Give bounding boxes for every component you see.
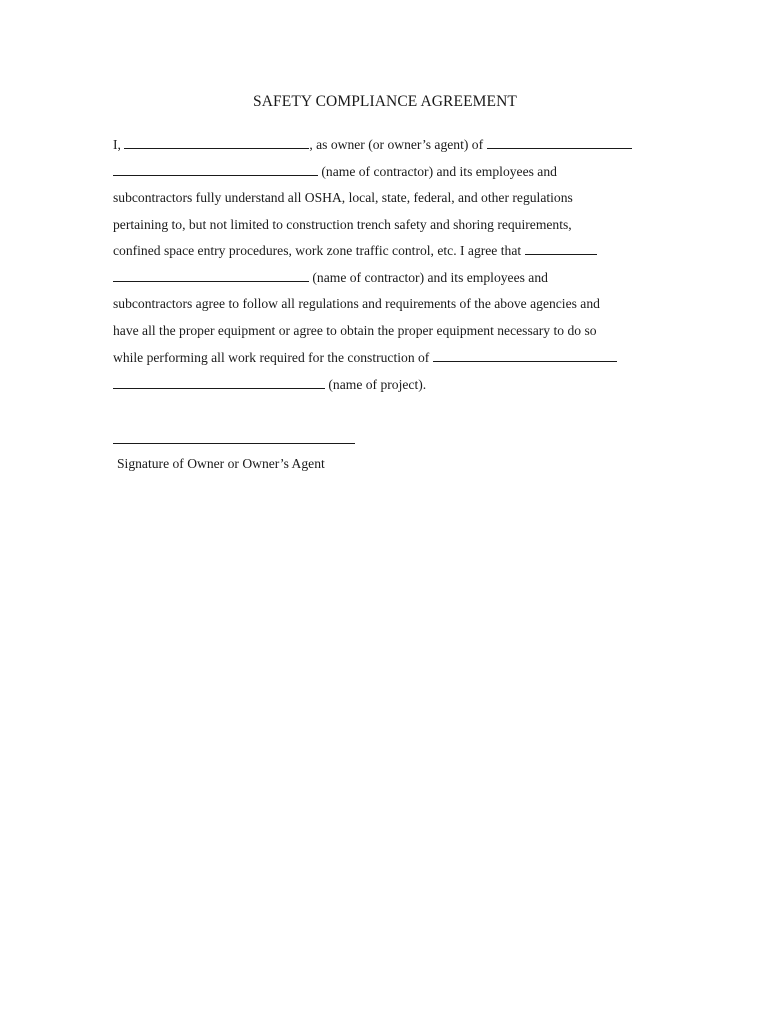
owner-name-blank[interactable]	[124, 136, 309, 149]
agree-contractor-blank-start[interactable]	[525, 242, 597, 255]
paragraph-line-9	[113, 349, 617, 367]
line-text: (name of contractor) and its employees and	[309, 270, 548, 285]
paragraph-line-7: subcontractors agree to follow all regulations and requirements of the above agencies and	[113, 296, 600, 311]
paragraph-line-6	[113, 269, 548, 287]
signature-label: Signature of Owner or Owner’s Agent	[117, 456, 325, 471]
signature-line[interactable]	[113, 443, 355, 444]
line-text: (name of project).	[325, 377, 427, 392]
line-text: confined space entry procedures, work zone traffic control, etc. I agree that	[113, 243, 525, 258]
paragraph-line-8: have all the proper equipment or agree to obtain the proper equipment necessary to do so	[113, 323, 597, 338]
line-text: (name of contractor) and its employees and	[318, 164, 557, 179]
document-title: SAFETY COMPLIANCE AGREEMENT	[253, 93, 517, 110]
line-text: , as owner (or owner’s agent) of	[309, 137, 487, 152]
contractor-name-blank-2[interactable]	[113, 269, 309, 282]
paragraph-line-3: subcontractors fully understand all OSHA, local, state, federal, and other regulations	[113, 190, 573, 205]
project-name-blank-start[interactable]	[433, 349, 617, 362]
line-text: I,	[113, 137, 125, 152]
company-name-blank[interactable]	[487, 136, 632, 149]
contractor-name-blank-1[interactable]	[113, 163, 318, 176]
paragraph-line-2	[113, 163, 557, 181]
paragraph-line-1	[113, 136, 632, 154]
paragraph-line-10	[113, 376, 426, 394]
project-name-blank[interactable]	[113, 376, 325, 389]
paragraph-line-5	[113, 242, 597, 260]
line-text: while performing all work required for the construction of	[113, 350, 433, 365]
paragraph-line-4: pertaining to, but not limited to construction trench safety and shoring requirements,	[113, 217, 572, 232]
